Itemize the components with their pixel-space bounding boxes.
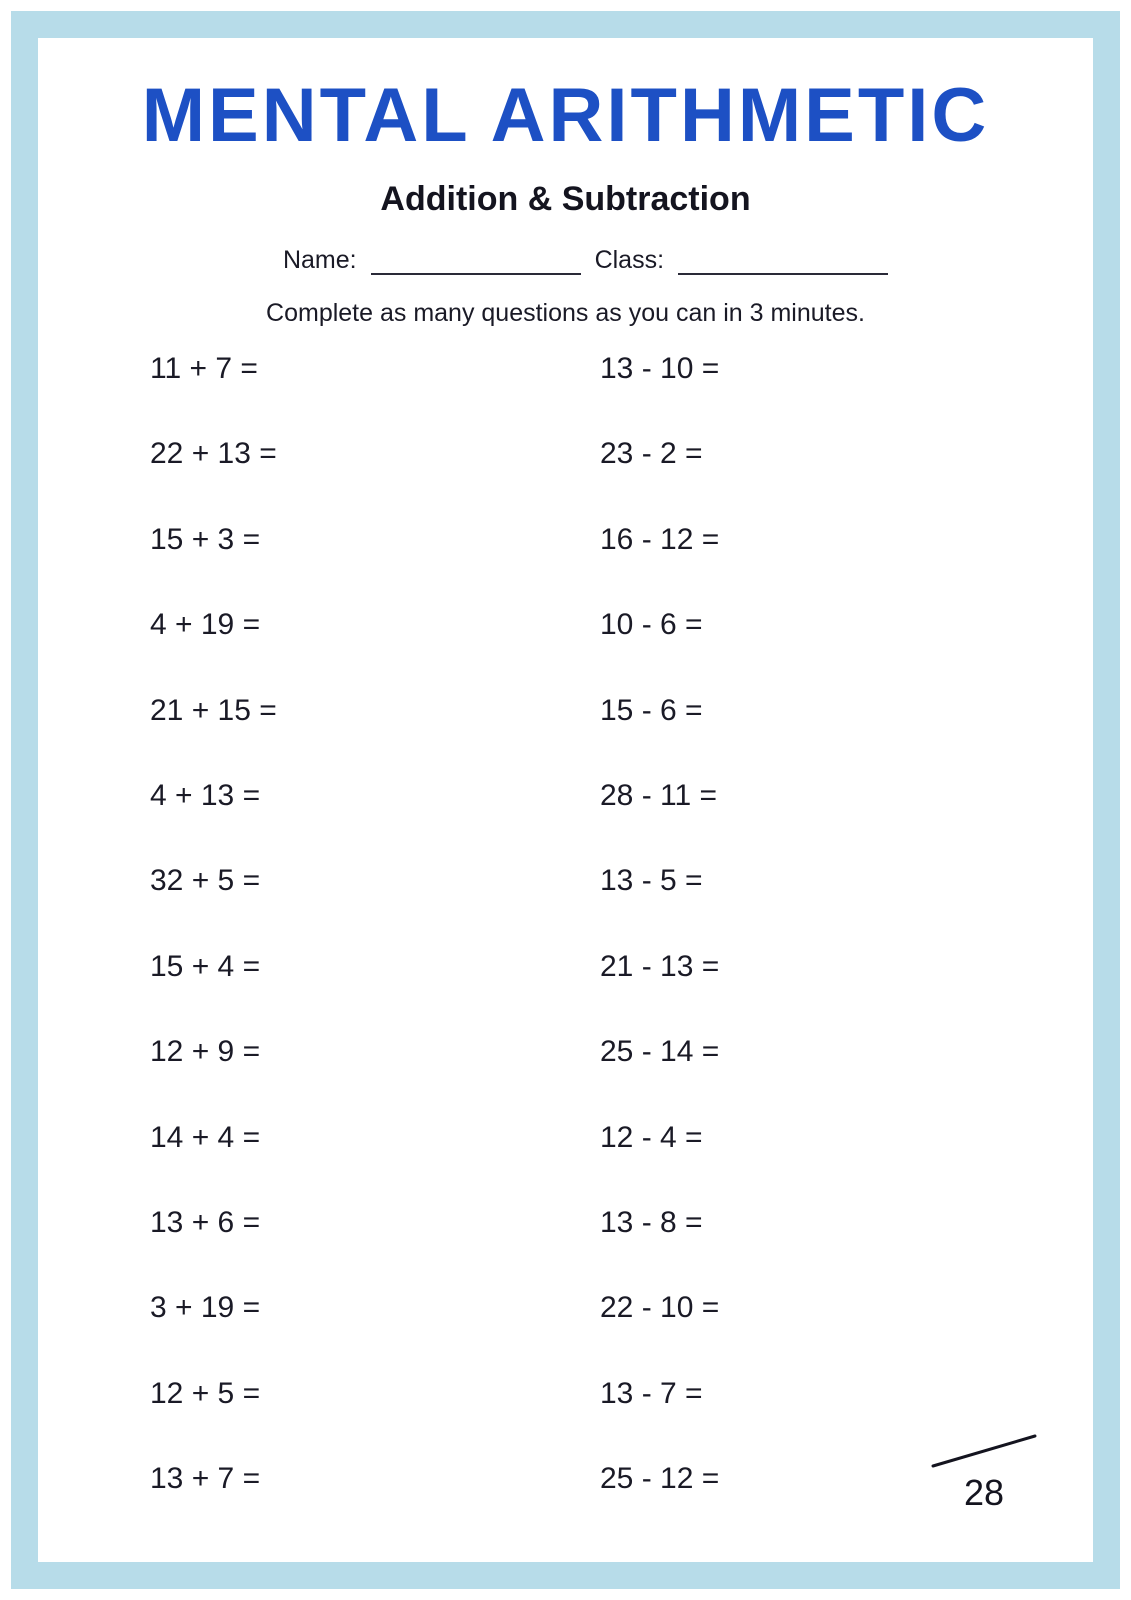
name-label: Name: xyxy=(282,246,357,274)
problem-left-2: 22 + 13 = xyxy=(150,437,277,471)
page-title: MENTAL ARITHMETIC xyxy=(141,73,990,158)
problem-right-12: 22 - 10 = xyxy=(600,1291,720,1325)
problem-left-7: 32 + 5 = xyxy=(150,864,261,898)
problem-left-14: 13 + 7 = xyxy=(150,1462,261,1496)
total-marks-corner xyxy=(929,1428,1039,1514)
problem-left-8: 15 + 4 = xyxy=(150,949,261,983)
name-class-row xyxy=(0,246,1131,275)
problem-left-1: 11 + 7 = xyxy=(150,352,258,385)
problem-right-14: 25 - 12 = xyxy=(600,1462,720,1496)
problem-left-4: 4 + 19 = xyxy=(150,608,261,642)
problem-right-5: 15 - 6 = xyxy=(600,693,703,727)
problem-right-4: 10 - 6 = xyxy=(600,608,703,642)
problem-right-9: 25 - 14 = xyxy=(600,1035,720,1069)
problem-right-2: 23 - 2 = xyxy=(600,437,703,471)
problem-left-13: 12 + 5 = xyxy=(150,1376,261,1410)
problem-left-6: 4 + 13 = xyxy=(150,778,261,812)
problem-left-10: 14 + 4 = xyxy=(150,1120,261,1154)
instructions-text: Complete as many questions as you can in 3 minutes. xyxy=(266,299,865,327)
problem-left-5: 21 + 15 = xyxy=(150,693,277,727)
problem-right-13: 13 - 7 = xyxy=(600,1376,703,1410)
problem-right-6: 28 - 11 = xyxy=(600,778,718,812)
total-marks-value: 28 xyxy=(963,1472,1005,1513)
name-blank-line xyxy=(371,247,581,275)
class-label: Class: xyxy=(594,246,665,274)
problem-right-7: 13 - 5 = xyxy=(600,864,703,898)
problem-left-12: 3 + 19 = xyxy=(150,1291,261,1325)
class-blank-line xyxy=(678,247,888,275)
problem-left-3: 15 + 3 = xyxy=(150,522,261,556)
problem-right-1: 13 - 10 = xyxy=(600,352,720,385)
problem-left-9: 12 + 9 = xyxy=(150,1035,261,1069)
problems-grid xyxy=(150,352,1051,1547)
problem-right-10: 12 - 4 = xyxy=(600,1120,703,1154)
problem-left-11: 13 + 6 = xyxy=(150,1205,261,1239)
problem-right-3: 16 - 12 = xyxy=(600,522,720,556)
problem-right-11: 13 - 8 = xyxy=(600,1205,703,1239)
page-subtitle: Addition & Subtraction xyxy=(380,180,751,218)
score-slash-line xyxy=(929,1428,1039,1470)
problem-right-8: 21 - 13 = xyxy=(600,949,720,983)
